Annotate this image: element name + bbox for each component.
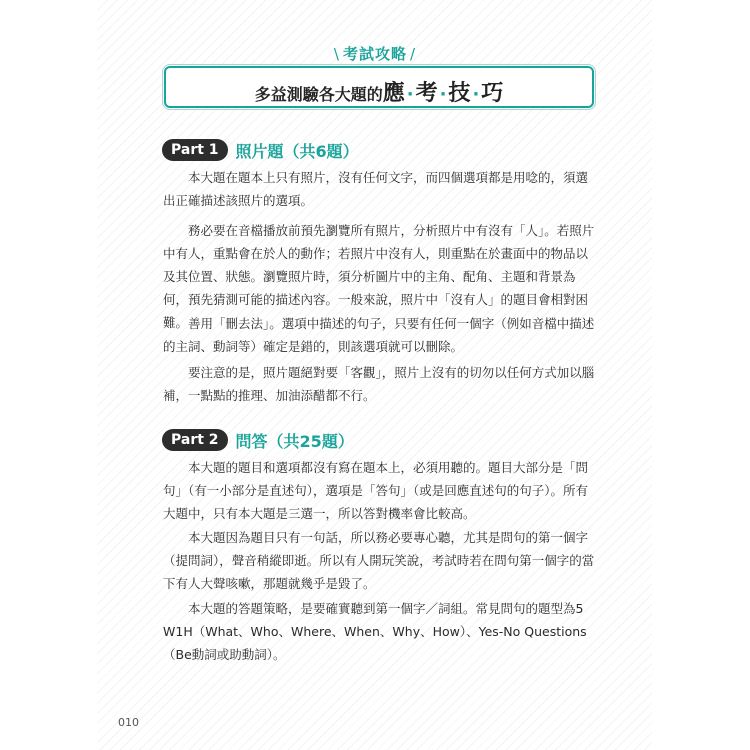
part1-paragraph-3: 善用「刪去法」。選項中描述的句子，只要有任何一個字（例如音檔中描述的主詞、動詞等）確定是錯的，則該選項就可以刪除。 [163, 316, 595, 354]
title-char-2: 考 [415, 80, 438, 106]
kicker-slash-left: \ [333, 45, 340, 63]
title-char-4: 巧 [481, 80, 504, 106]
part2-paragraph-3: 本大題的答題策略，是要確實聽到第一個字／詞組。常見問句的題型為5W1H（What、Who、Where、When、Why、How）、Yes-No Questions（Be動詞或助動詞）。 [163, 601, 587, 662]
part2-title: 問答（共25題） [235, 431, 354, 451]
title-banner [164, 66, 594, 108]
page-number: 010 [118, 716, 139, 729]
part1-paragraph-4: 要注意的是，照片題絕對要「客觀」，照片上沒有的切勿以任何方式加以腦補，一點點的推理、加油添醋都不行。 [163, 365, 595, 403]
kicker-label: 考試攻略 [342, 45, 407, 63]
title-char-3: 技 [448, 80, 471, 106]
title-dot: · [439, 84, 447, 105]
part2-paragraph-2: 本大題因為題目只有一句話，所以務必要專心聽，尤其是問句的第一個字（提問詞），聲音稍縱即逝。所以有人開玩笑說，考試時若在問句第一個字的當下有人大聲咳嗽，那題就幾乎是毀了。 [163, 530, 595, 591]
part1-title: 照片題（共6題） [235, 141, 359, 161]
part2-paragraph-1: 本大題的題目和選項都沒有寫在題本上，必須用聽的。題目大部分是「問句」（有一小部分是直述句），選項是「答句」（或是回應直述句的句子）。所有大題中，只有本大題是三選一，所以答對機率會比較高。 [163, 460, 589, 521]
part1-paragraph-2: 務必要在音檔播放前預先瀏覽所有照片，分析照片中有沒有「人」。若照片中有人，重點會在於人的動作；若照片中沒有人，則重點在於畫面中的物品以及其位置、狀態。瀏覽照片時，須分析圖片中的主角、配角、主題和背景為何，預先猜測可能的描述內容。一般來說，照片中「沒有人」的題目會相對困難。 [163, 223, 595, 330]
part1-heading [162, 139, 359, 161]
part1-tag: Part 1 [162, 139, 228, 161]
part1-paragraph-1: 本大題在題本上只有照片，沒有任何文字，而四個選項都是用唸的，須選出正確描述該照片的選項。 [163, 170, 589, 208]
kicker-slash-right: / [410, 45, 417, 63]
part2-tag: Part 2 [162, 429, 228, 451]
title-char-1: 應 [382, 80, 405, 106]
part2-heading [162, 429, 354, 451]
title-prefix: 多益測驗各大題的 [254, 85, 383, 104]
page-title [166, 76, 592, 107]
title-dot: · [472, 84, 480, 105]
section-kicker [300, 43, 450, 64]
title-dot: · [406, 84, 414, 105]
